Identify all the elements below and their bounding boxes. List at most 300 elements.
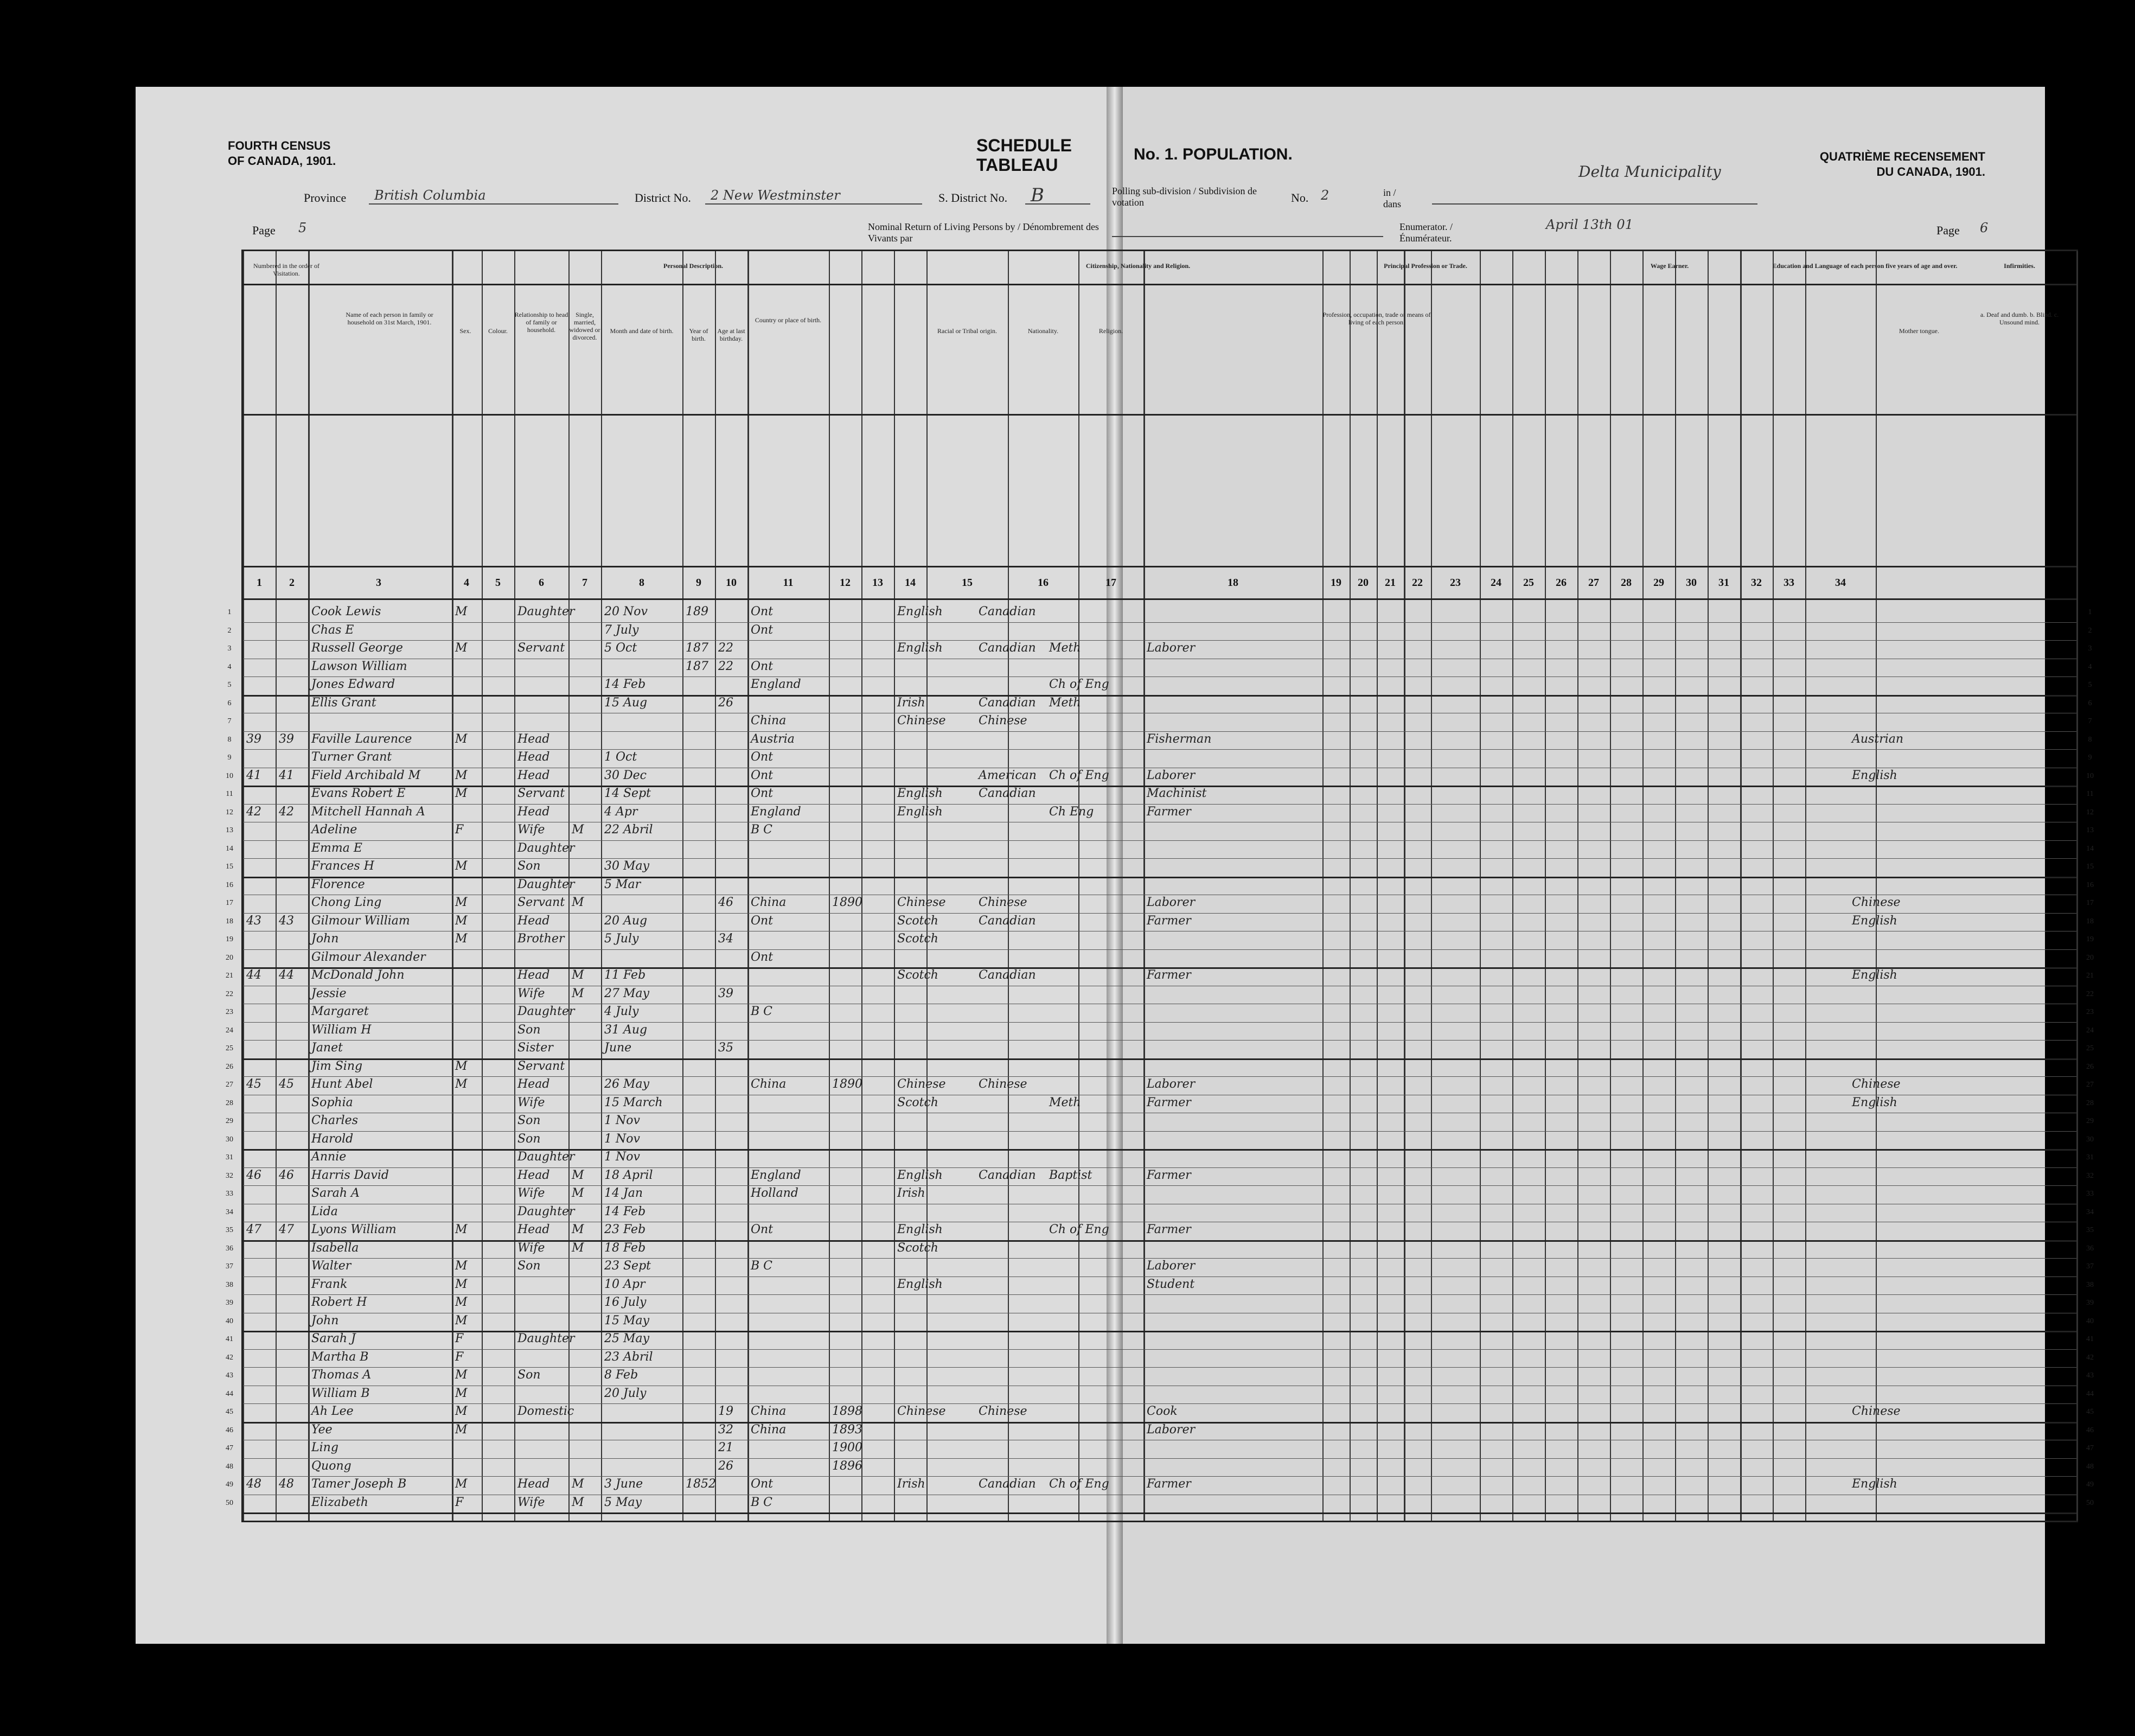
cell-c8: 10 Apr	[604, 1277, 645, 1291]
cell-c4: M	[455, 914, 468, 928]
census-title-fr-line2: DU CANADA, 1901.	[1876, 165, 1985, 178]
cell-c15: Canadian	[979, 914, 1036, 928]
cell-c6: Sister	[517, 1041, 553, 1055]
cell-c11: Ont	[751, 659, 774, 673]
line-number-right: 40	[2086, 1317, 2094, 1325]
cell-c7: M	[572, 1168, 584, 1182]
cell-c17: Farmer	[1147, 1223, 1191, 1236]
cell-c6: Head	[517, 968, 550, 982]
line-number-right: 7	[2088, 717, 2092, 725]
line-number: 13	[226, 826, 233, 834]
cell-c12: 1890	[832, 896, 862, 909]
line-number-right: 19	[2086, 935, 2094, 943]
cell-c8: 8 Feb	[604, 1368, 638, 1382]
column-number: 20	[1358, 577, 1369, 589]
cell-c10: 19	[718, 1405, 733, 1418]
column-number: 18	[1228, 577, 1238, 589]
line-number: 36	[226, 1244, 233, 1253]
column-number: 10	[726, 577, 737, 589]
line-number-right: 33	[2086, 1190, 2094, 1198]
cell-c10: 34	[718, 932, 733, 946]
column-rule	[514, 251, 515, 1521]
column-number: 3	[376, 577, 381, 589]
cell-c33: English	[1852, 768, 1897, 782]
cell-c1: 39	[246, 732, 261, 746]
origin-col-header: Racial or Tribal origin.	[937, 327, 997, 335]
province-value: British Columbia	[374, 188, 486, 203]
cell-c2: 48	[279, 1477, 294, 1491]
row-rule	[243, 858, 2076, 859]
line-number-right: 32	[2086, 1171, 2094, 1180]
cell-c1: 45	[246, 1077, 261, 1091]
cell-c4: M	[455, 1313, 468, 1327]
line-number-right: 27	[2086, 1081, 2094, 1089]
profession-header: Principal Profession or Trade.	[1384, 262, 1467, 270]
cell-c11: Ont	[751, 1223, 774, 1236]
cell-c8: June	[604, 1041, 632, 1055]
cell-c11: B C	[751, 1005, 772, 1018]
religion-col-header: Religion.	[1098, 327, 1123, 335]
cell-c33: English	[1852, 968, 1897, 982]
cell-c14: Irish	[897, 695, 925, 710]
column-rule	[482, 251, 483, 1521]
cell-c6: Daughter	[517, 1150, 575, 1164]
column-rule	[1404, 251, 1405, 1521]
cell-c11: Ont	[751, 623, 774, 637]
cell-c6: Son	[517, 859, 541, 873]
cell-c11: Holland	[751, 1186, 798, 1200]
row-rule	[243, 1294, 2076, 1295]
cell-c1: 42	[246, 805, 261, 819]
cell-c11: England	[751, 805, 801, 819]
column-rule	[1431, 251, 1432, 1521]
line-number-right: 15	[2086, 863, 2094, 871]
cell-c15: American	[979, 768, 1037, 782]
cell-c14: English	[897, 805, 943, 819]
column-rule	[1577, 251, 1578, 1521]
cell-c6: Head	[517, 750, 550, 764]
cell-c6: Daughter	[517, 1005, 575, 1018]
cell-c7: M	[572, 968, 584, 982]
column-number: 33	[1784, 577, 1794, 589]
cell-c4: M	[455, 787, 468, 800]
line-number-right: 39	[2086, 1299, 2094, 1307]
census-table	[226, 250, 2094, 1522]
cell-c7: M	[572, 1223, 584, 1236]
column-number: 2	[289, 577, 295, 589]
column-rule	[1876, 251, 1877, 1521]
cell-c7: M	[572, 1186, 584, 1200]
cell-c3: Gilmour William	[311, 914, 410, 928]
cell-c14: Scotch	[897, 1241, 938, 1255]
line-number: 40	[226, 1317, 233, 1325]
line-number-right: 26	[2086, 1062, 2094, 1071]
cell-c4: M	[455, 1405, 468, 1418]
cell-c9: 189	[686, 605, 708, 618]
line-number-right: 3	[2088, 644, 2092, 653]
line-number: 34	[226, 1208, 233, 1216]
cell-c6: Wife	[517, 823, 545, 837]
cell-c3: Mitchell Hannah A	[311, 805, 425, 819]
cell-c4: M	[455, 732, 468, 746]
cell-c17: Laborer	[1147, 1259, 1196, 1273]
column-number: 26	[1556, 577, 1567, 589]
line-number-right: 48	[2086, 1462, 2094, 1471]
cell-c6: Son	[517, 1114, 541, 1127]
cell-c3: Field Archibald M	[311, 768, 421, 782]
line-number-right: 8	[2088, 735, 2092, 744]
line-number: 32	[226, 1171, 233, 1180]
line-number: 16	[226, 880, 233, 889]
line-number-right: 35	[2086, 1226, 2094, 1234]
line-number-right: 18	[2086, 917, 2094, 926]
line-number: 30	[226, 1135, 233, 1144]
line-number-right: 2	[2088, 626, 2092, 635]
cell-c6: Wife	[517, 1241, 545, 1255]
citizenship-header: Citizenship, Nationality and Religion.	[1085, 262, 1191, 270]
column-number: 28	[1621, 577, 1632, 589]
column-number: 14	[905, 577, 916, 589]
line-number-right: 5	[2088, 681, 2092, 689]
column-number: 30	[1686, 577, 1697, 589]
line-number-right: 4	[2088, 662, 2092, 671]
relationship-col-header: Relationship to head of family or household.	[514, 311, 568, 334]
row-rule	[243, 913, 2076, 914]
sdistrict-label: S. District No.	[938, 191, 1008, 205]
header-rule	[243, 566, 2076, 567]
line-number-right: 36	[2086, 1244, 2094, 1253]
profession-col-header: Profession, occupation, trade or means of living of each person.	[1322, 311, 1431, 326]
line-number-right: 9	[2088, 754, 2092, 762]
row-rule	[243, 676, 2076, 677]
cell-c2: 43	[279, 914, 294, 928]
cell-c11: Ont	[751, 950, 774, 964]
cell-c7: M	[572, 1241, 584, 1255]
cell-c15: Canadian	[979, 605, 1036, 618]
cell-c10: 26	[718, 1459, 733, 1473]
column-rule	[243, 251, 244, 1521]
line-number-right: 13	[2086, 826, 2094, 834]
cell-c3: Turner Grant	[311, 750, 392, 764]
line-number-right: 37	[2086, 1262, 2094, 1271]
cell-c33: Chinese	[1852, 1405, 1901, 1418]
cell-c15: Chinese	[979, 714, 1027, 727]
cell-c3: Janet	[311, 1041, 343, 1055]
cell-c3: Harris David	[311, 1168, 389, 1182]
line-number: 4	[227, 662, 232, 671]
cell-c4: F	[455, 1332, 464, 1345]
line-number-right: 30	[2086, 1135, 2094, 1144]
row-rule	[243, 749, 2076, 750]
cell-c6: Daughter	[517, 605, 575, 618]
line-number-right: 12	[2086, 808, 2094, 816]
column-rule	[1512, 251, 1513, 1521]
cell-c15: Canadian	[979, 1168, 1036, 1182]
cell-c14: Chinese	[897, 896, 946, 909]
cell-c8: 23 Feb	[604, 1223, 646, 1236]
cell-c3: Ling	[311, 1441, 338, 1454]
cell-c8: 5 July	[604, 932, 639, 946]
cell-c8: 15 Aug	[604, 695, 648, 710]
column-number: 31	[1718, 577, 1729, 589]
cell-c6: Daughter	[517, 841, 575, 855]
cell-c8: 14 Sept	[604, 787, 651, 800]
column-number: 8	[639, 577, 644, 589]
line-number-right: 29	[2086, 1117, 2094, 1125]
line-number: 50	[226, 1498, 233, 1507]
cell-c3: Frances H	[311, 859, 374, 873]
line-number: 49	[226, 1480, 233, 1489]
row-rule	[243, 1258, 2076, 1259]
cell-c33: English	[1852, 1095, 1897, 1109]
cell-c16: Ch of Eng	[1049, 1223, 1109, 1236]
cell-c3: Evans Robert E	[311, 787, 406, 800]
cell-c3: Faville Laurence	[311, 732, 412, 746]
cell-c3: Adeline	[311, 823, 357, 837]
cell-c8: 5 Mar	[604, 877, 641, 891]
column-rule	[1545, 251, 1546, 1521]
column-number: 29	[1653, 577, 1664, 589]
cell-c8: 20 Aug	[604, 914, 648, 928]
line-number: 33	[226, 1190, 233, 1198]
line-number: 2	[227, 626, 232, 635]
line-number: 25	[226, 1044, 233, 1052]
cell-c14: Scotch	[897, 968, 938, 982]
cell-c11: Ont	[751, 750, 774, 764]
line-number: 38	[226, 1280, 233, 1289]
column-rule	[1322, 251, 1324, 1521]
line-number-right: 41	[2086, 1335, 2094, 1343]
cell-c4: M	[455, 1386, 468, 1400]
place-underline	[1432, 203, 1757, 205]
cell-c14: Chinese	[897, 1077, 946, 1091]
cell-c11: B C	[751, 823, 772, 837]
cell-c14: English	[897, 1277, 943, 1291]
cell-c11: B C	[751, 1259, 772, 1273]
cell-c3: John	[311, 1313, 339, 1327]
column-number: 6	[539, 577, 544, 589]
page-value-right: 6	[1980, 220, 1989, 235]
cell-c6: Head	[517, 768, 550, 782]
cell-c6: Son	[517, 1023, 541, 1037]
line-number-right: 49	[2086, 1480, 2094, 1489]
column-number: 22	[1412, 577, 1423, 589]
cell-c3: Tamer Joseph B	[311, 1477, 407, 1491]
cell-c8: 14 Feb	[604, 1204, 646, 1218]
cell-c2: 47	[279, 1223, 294, 1236]
cell-c3: Ellis Grant	[311, 695, 376, 710]
line-number: 22	[226, 990, 233, 998]
cell-c3: Jim Sing	[311, 1059, 363, 1073]
column-rule	[1610, 251, 1611, 1521]
column-rule	[1480, 251, 1481, 1521]
cell-c3: Hunt Abel	[311, 1077, 373, 1091]
cell-c3: John	[311, 932, 339, 946]
cell-c14: Chinese	[897, 1405, 946, 1418]
cell-c15: Canadian	[979, 1477, 1036, 1491]
cell-c9: 187	[686, 659, 708, 673]
column-rule	[1008, 251, 1009, 1521]
line-number: 3	[227, 644, 232, 653]
cell-c1: 48	[246, 1477, 261, 1491]
line-number: 24	[226, 1026, 233, 1035]
row-rule	[243, 695, 2076, 697]
line-number: 5	[227, 681, 232, 689]
cell-c3: Lyons William	[311, 1223, 397, 1236]
cell-c14: English	[897, 641, 943, 655]
cell-c3: Quong	[311, 1459, 351, 1473]
sdistrict-value: B	[1031, 184, 1044, 206]
line-number-right: 34	[2086, 1208, 2094, 1216]
cell-c3: Sarah A	[311, 1186, 360, 1200]
line-number-right: 38	[2086, 1280, 2094, 1289]
cell-c15: Chinese	[979, 1405, 1027, 1418]
cell-c3: Thomas A	[311, 1368, 372, 1382]
colour-col-header: Colour.	[488, 327, 508, 335]
cell-c3: Ah Lee	[311, 1405, 354, 1418]
place-value: Delta Municipality	[1578, 163, 1721, 181]
census-sheet	[136, 87, 2094, 1644]
row-rule	[243, 1167, 2076, 1168]
name-col-header: Name of each person in family or household on 31st March, 1901.	[346, 311, 433, 326]
census-title-en	[228, 138, 336, 169]
cell-c7: M	[572, 986, 584, 1000]
district-label: District No.	[635, 191, 691, 205]
line-number-right: 23	[2086, 1008, 2094, 1016]
line-number: 14	[226, 844, 233, 853]
district-value: 2 New Westminster	[711, 188, 840, 203]
cell-c17: Farmer	[1147, 914, 1191, 928]
line-number: 45	[226, 1408, 233, 1416]
cell-c3: Jones Edward	[311, 678, 395, 691]
cell-c14: English	[897, 1223, 943, 1236]
line-number: 48	[226, 1462, 233, 1471]
line-number: 39	[226, 1299, 233, 1307]
cell-c3: Frank	[311, 1277, 348, 1291]
cell-c3: Annie	[311, 1150, 347, 1164]
line-number: 10	[226, 771, 233, 780]
line-number-right: 47	[2086, 1444, 2094, 1452]
nationality-col-header: Nationality.	[1027, 327, 1059, 335]
row-rule	[243, 949, 2076, 950]
visitation-header: Numbered in the order of Visitation.	[253, 262, 319, 277]
cell-c3: Sarah J	[311, 1332, 356, 1345]
cell-c3: Robert H	[311, 1295, 367, 1309]
census-title-fr-line1: QUATRIÈME RECENSEMENT	[1819, 150, 1985, 163]
cell-c6: Daughter	[517, 1204, 575, 1218]
cell-c6: Domestic	[517, 1405, 574, 1418]
cell-c8: 14 Feb	[604, 678, 646, 691]
cell-c8: 23 Abril	[604, 1350, 653, 1364]
cell-c4: M	[455, 641, 468, 655]
cell-c10: 35	[718, 1041, 733, 1055]
enumerator-underline	[1112, 236, 1383, 237]
column-number: 15	[962, 577, 973, 589]
schedule-en: SCHEDULE	[976, 136, 1072, 155]
line-number-right: 11	[2086, 790, 2094, 798]
district-underline	[705, 203, 922, 205]
cell-c8: 27 May	[604, 986, 650, 1000]
column-number: 5	[495, 577, 501, 589]
cell-c12: 1898	[832, 1405, 862, 1418]
cell-c8: 7 July	[604, 623, 639, 637]
cell-c11: Austria	[751, 732, 795, 746]
line-number-right: 10	[2086, 771, 2094, 780]
cell-c15: Canadian	[979, 968, 1036, 982]
cell-c1: 43	[246, 914, 261, 928]
line-number-right: 50	[2086, 1498, 2094, 1507]
cell-c3: Cook Lewis	[311, 605, 381, 618]
line-number-right: 31	[2086, 1153, 2094, 1161]
page-label-right: Page	[1936, 224, 1960, 237]
cell-c3: Chas E	[311, 623, 354, 637]
cell-c17: Laborer	[1147, 1422, 1196, 1437]
header-rule	[243, 598, 2076, 600]
column-number: 11	[783, 577, 794, 589]
column-number: 4	[464, 577, 469, 589]
cell-c6: Wife	[517, 1495, 545, 1509]
personal-header: Personal Description.	[663, 262, 723, 270]
sdistrict-underline	[1025, 203, 1090, 205]
line-number: 18	[226, 917, 233, 926]
cell-c4: M	[455, 768, 468, 782]
cell-c2: 46	[279, 1168, 294, 1182]
cell-c8: 5 Oct	[604, 641, 637, 655]
cell-c4: M	[455, 1477, 468, 1491]
cell-c8: 3 June	[604, 1477, 643, 1491]
birthdate-col-header: Month and date of birth.	[610, 327, 674, 335]
cell-c2: 44	[279, 968, 294, 982]
polling-no-label: No.	[1291, 191, 1309, 205]
column-rule	[926, 251, 928, 1521]
row-rule	[243, 1022, 2076, 1023]
column-rule	[682, 251, 683, 1521]
cell-c10: 22	[718, 659, 733, 673]
cell-c8: 22 Abril	[604, 823, 653, 837]
cell-c11: England	[751, 1168, 801, 1182]
line-number: 43	[226, 1371, 233, 1380]
cell-c16: Baptist	[1049, 1168, 1092, 1182]
column-number: 13	[872, 577, 883, 589]
line-number: 17	[226, 899, 233, 907]
date-value: April 13th 01	[1546, 217, 1633, 232]
cell-c7: M	[572, 1477, 584, 1491]
cell-c4: F	[455, 1350, 464, 1364]
column-number: 27	[1588, 577, 1599, 589]
cell-c8: 11 Feb	[604, 968, 646, 982]
enumerator-label: Enumerator. / Énumérateur.	[1399, 221, 1453, 244]
line-number-right: 46	[2086, 1426, 2094, 1434]
line-number: 42	[226, 1353, 233, 1362]
cell-c14: Chinese	[897, 714, 946, 727]
cell-c11: Ont	[751, 787, 774, 800]
line-number: 27	[226, 1081, 233, 1089]
cell-c6: Head	[517, 1223, 550, 1236]
column-rule	[715, 251, 716, 1521]
cell-c3: Florence	[311, 877, 365, 891]
cell-c8: 30 Dec	[604, 768, 647, 782]
cell-c1: 46	[246, 1168, 261, 1182]
cell-c3: Emma E	[311, 841, 362, 855]
cell-c4: F	[455, 823, 464, 837]
cell-c9: 187	[686, 641, 708, 655]
cell-c9: 1852	[686, 1477, 716, 1491]
sex-col-header: Sex.	[459, 327, 471, 335]
marital-col-header: Single, married, widowed or divorced.	[569, 311, 600, 341]
cell-c12: 1890	[832, 1077, 862, 1091]
column-rule	[1773, 251, 1774, 1521]
column-rule	[1642, 251, 1644, 1521]
